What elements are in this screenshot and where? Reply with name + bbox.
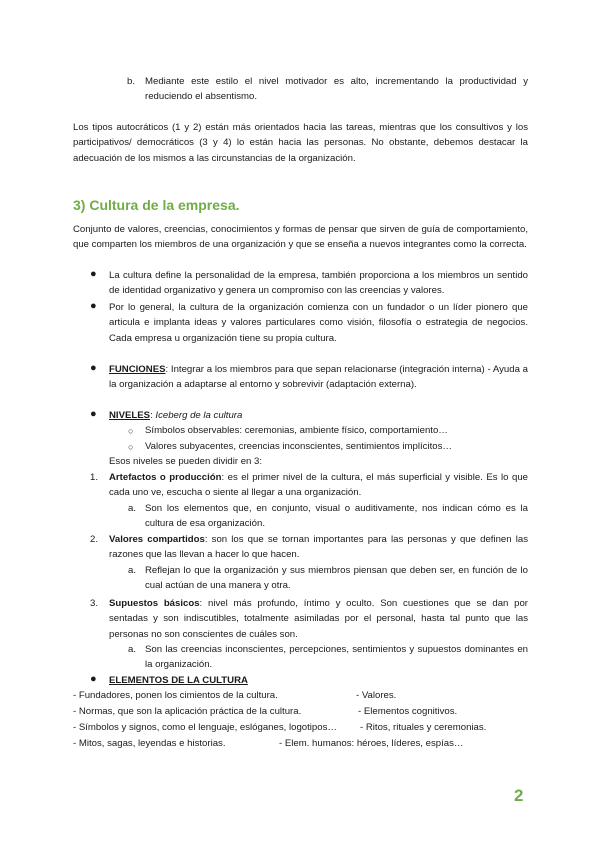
nivel-item-3-sub: Son las creencias inconscientes, percepciones, sentimientos y supuestos dominantes en la organización. [145,644,528,671]
circle-bullet-icon: ○ [128,442,134,452]
nivel-item-1-sub: Son los elementos que, en conjunto, visual o auditivamente, nos indican cómo es la cultura de esa organización. [145,503,528,530]
bullet-text-2: Por lo general, la cultura de la organización comienza con un fundador o un líder pionero que articula e implanta ideas y valores particulares como visión, filosofía o estrategia de negocios. Cada empresa u organización tiene su propia cultura. [109,302,528,344]
nivel-item-2-text: : son los que se tornan importantes para las personas y que definen las razones que las llevan a hacer lo que hacen. [109,534,528,561]
niveles-divide-text: Esos niveles se pueden dividir en 3: [109,456,263,467]
nivel-item-2 [109,532,528,563]
elementos-label: ELEMENTOS DE LA CULTURA [109,675,248,686]
elementos-row-3-right: - Ritos, rituales y ceremonias. [360,722,487,733]
nivel-item-2-label: Valores compartidos [109,534,205,545]
nivel-item-3-label: Supuestos básicos [109,598,200,609]
elementos-row-1-right: - Valores. [356,690,397,701]
list-marker-b: b. [127,76,136,87]
nivel-item-3 [109,596,528,642]
elementos-row-2-left: - Normas, que son la aplicación práctica de la cultura. [73,706,302,717]
nivel-item-2-sub: Reflejan lo que la organización y sus miembros piensan que deben ser, en función de lo cual actúan de una manera y otra. [145,565,528,592]
bullet-icon: ● [90,673,97,685]
bullet-text-1: La cultura define la personalidad de la empresa, también proporciona a los miembros un sentido de identidad organizativo y genera un compromiso con las creencias y valores. [109,270,528,297]
bullet-icon: ● [90,408,97,420]
elementos-row-1-left: - Fundadores, ponen los cimientos de la cultura. [73,690,278,701]
nivel-item-1-text: : es el primer nivel de la cultura, el más superficial y visible. Es lo que cada uno ve, escucha o siente al llegar a una organización. [109,472,528,499]
funciones-paragraph [109,362,528,393]
section-heading: 3) Cultura de la empresa. [73,197,240,213]
elementos-row-4-right: - Elem. humanos: héroes, líderes, espías… [279,738,464,749]
elementos-row-2-right: - Elementos cognitivos. [358,706,458,717]
bullet-icon: ● [90,300,97,312]
nivel-item-3-text: : nivel más profundo, íntimo y oculto. Son cuestiones que se dan por sentadas y son indiscutibles, totalmente asimiladas por el personal, hasta tal punto que las personas no son conscientes de cuáles son. [109,598,528,640]
definition-paragraph: Conjunto de valores, creencias, conocimientos y formas de pensar que sirven de guía de comportamiento, que comparten los miembros de una organización y que se enseña a nuevos integrantes como la correcta. [73,224,528,251]
sub-marker-2a: a. [128,565,137,576]
elementos-row-3-left: - Símbolos y signos, como el lenguaje, eslóganes, logotipos… [73,722,337,733]
sub-marker-1a: a. [128,503,137,514]
nivel-item-1 [109,470,528,501]
funciones-text: : Integrar a los miembros para que sepan relacionarse (integración interna) - Ayuda a la organización a adaptarse al entorno y sobrevivir (adaptación externa). [109,364,528,391]
elementos-heading [109,673,248,688]
page-number: 2 [514,786,524,805]
numbered-marker-1: 1. [90,472,99,483]
niveles-circle-1: Símbolos observables: ceremonias, ambiente físico, comportamiento… [145,425,448,436]
intro-paragraph: Los tipos autocráticos (1 y 2) están más orientados hacia las tareas, mientras que los consultivos y los participativos/ democráticos (3 y 4) lo están hacia las personas. No obstante, debemos destacar la adecuación de los mismos a las circunstancias de la organización. [73,122,528,164]
numbered-marker-3: 3. [90,598,99,609]
circle-bullet-icon: ○ [128,426,134,436]
niveles-label: NIVELES [109,410,151,421]
niveles-circle-2: Valores subyacentes, creencias inconscientes, sentimientos implícitos… [145,441,452,452]
bullet-icon: ● [90,268,97,280]
bullet-icon: ● [90,362,97,374]
elementos-row-4-left: - Mitos, sagas, leyendas e historias. [73,738,226,749]
niveles-colon: : [150,410,156,421]
niveles-line [109,408,528,423]
funciones-label: FUNCIONES [109,364,166,375]
sub-marker-3a: a. [128,644,137,655]
niveles-subtitle: Iceberg de la cultura [155,410,243,421]
numbered-marker-2: 2. [90,534,99,545]
top-list-text: Mediante este estilo el nivel motivador es alto, incrementando la productividad y reduciendo el absentismo. [145,76,528,103]
nivel-item-1-label: Artefactos o producción [109,472,222,483]
